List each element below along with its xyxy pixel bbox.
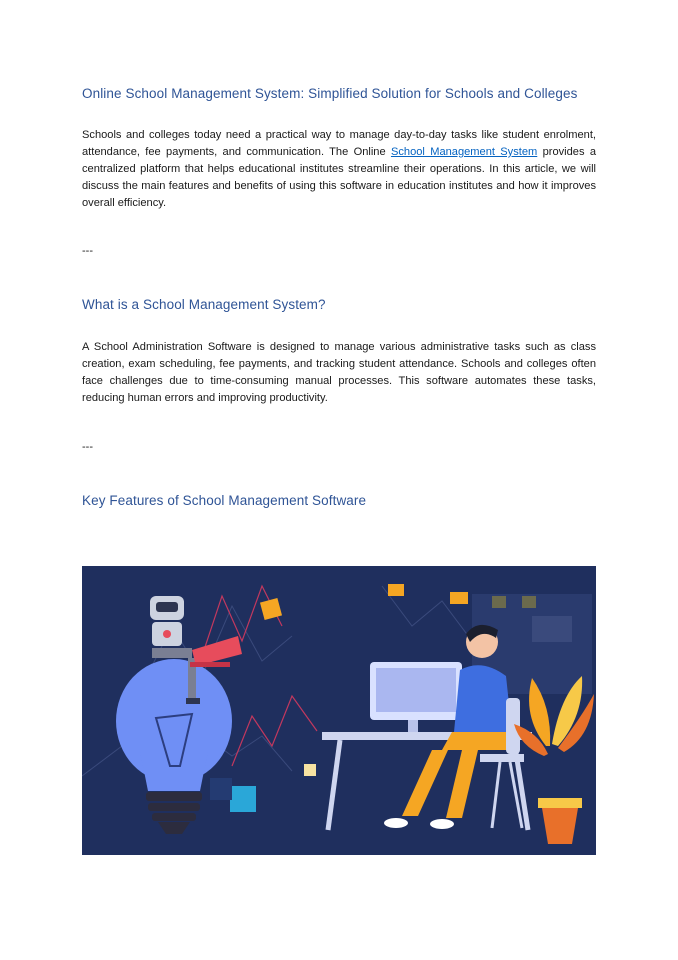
- section-paragraph-what-is: A School Administration Software is designed to manage various administrative tasks such as class creation, exam scheduling, fee payments, and tracking student attendance. Schools and colleges often face challenges due to time-consuming manual processes. This software automates these tasks, reducing human errors and improving productivity.: [82, 341, 596, 404]
- section-heading-what-is: What is a School Management System?: [82, 297, 326, 312]
- section-heading-key-features: Key Features of School Management Software: [82, 493, 367, 508]
- separator: ---: [82, 441, 93, 453]
- school-management-system-link[interactable]: School Management System: [390, 146, 538, 158]
- decor-square: [304, 764, 316, 776]
- chart-card: [532, 616, 572, 642]
- illustration-image: [82, 566, 596, 855]
- separator: ---: [82, 245, 93, 257]
- intro-text-after: provides a centralized platform that helps educational institutes streamline their operations. In this article, we will discuss the main features and benefits of using this software in education institutes and how it improves overall efficiency.: [82, 146, 596, 209]
- intro-paragraph: [82, 127, 596, 212]
- folder-icon: [492, 596, 506, 608]
- note-icon: [388, 584, 404, 596]
- chat-bubble-icon: [450, 592, 468, 604]
- decor-square: [230, 786, 256, 812]
- intro-text-before: Schools and colleges today need a practical way to manage day-to-day tasks like student enrolment, attendance, fee payments, and communication. The Online: [82, 129, 596, 158]
- decor-square: [210, 778, 232, 800]
- folder-icon: [522, 596, 536, 608]
- document-title: Online School Management System: Simplified Solution for Schools and Colleges: [82, 86, 578, 101]
